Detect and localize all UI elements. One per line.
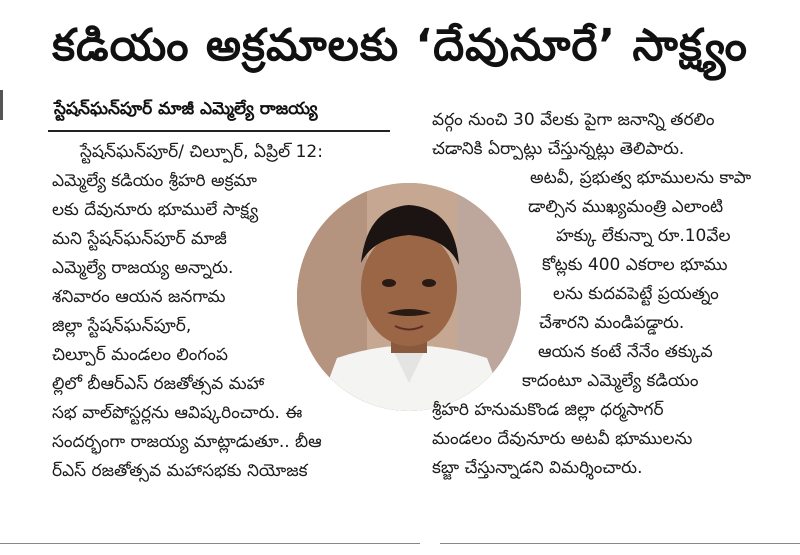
left-line: సభ వాల్‌పోస్టర్లను ఆవిష్కరించారు. ఈ [52, 403, 303, 423]
right-line: వర్గం నుంచి 30 వేలకు పైగా జనాన్ని తరలిం [432, 110, 715, 130]
bottom-rule [440, 543, 800, 544]
right-line: చడానికి ఏర్పాట్లు చేస్తున్నట్లు తెలిపారు. [432, 139, 685, 159]
left-line: ఎమ్మెల్యే రాజయ్య అన్నారు. [52, 258, 234, 278]
left-line: లకు దేవునూరు భూములే సాక్ష్య [52, 200, 259, 220]
right-line: అటవీ, ప్రభుత్వ భూములను కాపా [530, 168, 752, 188]
right-line: శ్రీహరి హనుమకొండ జిల్లా ధర్మసాగర్ [432, 400, 664, 420]
left-line: జిల్లా స్టేషన్‌ఘన్‌పూర్, [52, 316, 192, 336]
left-line: చిల్పూర్ మండలం లింగంప [52, 345, 228, 365]
left-line: స్టేషన్‌ఘన్‌పూర్/ చిల్పూర్, ఏప్రిల్ 12: [80, 142, 323, 162]
right-line: డాల్సిన ముఖ్యమంత్రి ఎలాంటి [528, 197, 724, 217]
right-line: లను కుదవపెట్టే ప్రయత్నం [553, 284, 719, 304]
byline: స్టేషన్‌ఘన్‌పూర్ మాజీ ఎమ్మెల్యే రాజయ్య [54, 99, 318, 119]
column-divider [0, 90, 3, 120]
right-line: ఆయన కంటే నేనేం తక్కువ [538, 342, 713, 362]
left-line: శనివారం ఆయన జనగామ [52, 287, 226, 307]
right-line: కబ్జా చేస్తున్నాడని విమర్శించారు. [432, 458, 643, 478]
right-line: చేశారని మండిపడ్డారు. [539, 313, 685, 333]
right-line: కాదంటూ ఎమ్మెల్యే కడియం [522, 371, 699, 391]
bottom-rule [0, 543, 420, 544]
left-line: ల్లిలో బీఆర్‌ఎస్ రజతోత్సవ మహా [52, 374, 265, 394]
right-line: హక్కు లేకున్నా రూ.10వేల [556, 226, 731, 246]
headline: కడియం అక్రమాలకు ‘దేవునూరే’ సాక్ష్యం [52, 20, 748, 71]
left-line: ర్‌ఎస్ రజతోత్సవ మహాసభకు నియోజక [52, 461, 308, 481]
left-line: సందర్భంగా రాజయ్య మాట్లాడుతూ.. బీఆ [52, 432, 322, 452]
right-line: మండలం దేవునూరు అటవీ భూములను [432, 429, 693, 449]
portrait-photo [297, 183, 521, 411]
left-line: ఎమ్మెల్యే కడియం శ్రీహరి అక్రమా [52, 171, 257, 191]
right-line: కోట్లకు 400 ఎకరాల భూము [542, 255, 728, 275]
left-line: మని స్టేషన్‌ఘన్‌పూర్ మాజీ [52, 229, 227, 249]
byline-underline [48, 130, 390, 132]
